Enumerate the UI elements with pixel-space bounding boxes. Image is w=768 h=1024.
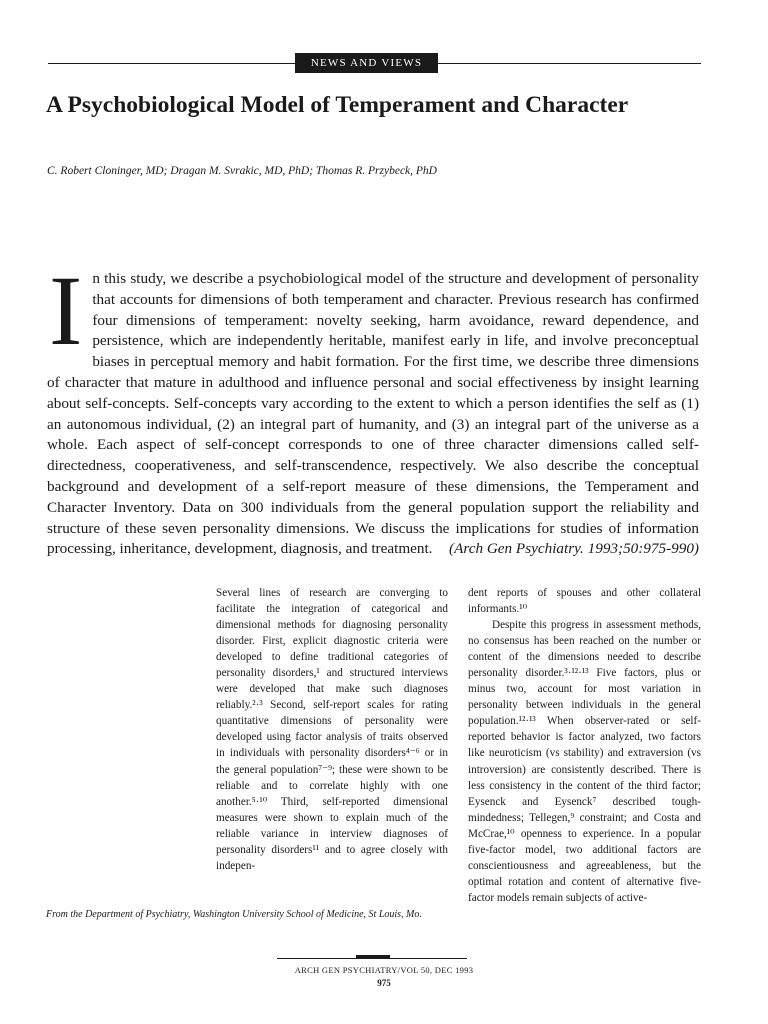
- body-column-right: [468, 585, 701, 906]
- author-list: C. Robert Cloninger, MD; Dragan M. Svrakic, MD, PhD; Thomas R. Przybeck, PhD: [47, 165, 437, 177]
- footer-rule: [277, 958, 467, 959]
- drop-cap: I: [49, 255, 83, 366]
- journal-info: ARCH GEN PSYCHIATRY/VOL 50, DEC 1993: [294, 965, 474, 975]
- section-label: NEWS AND VIEWS: [295, 53, 438, 73]
- abstract: [47, 255, 699, 560]
- article-title: A Psychobiological Model of Temperament and Character: [46, 92, 629, 118]
- page-number: 975: [377, 978, 391, 988]
- abstract-text: n this study, we describe a psychobiological model of the structure and development of personality that accounts for dimensions of both temperament and character. Previous research has confirmed four dimensions of temperament: novelty seeking, harm avoidance, reward dependence, and persistence, which are independently heritable, manifest early in life, and involve preconceptual biases in perceptual memory and habit formation. For the first time, we describe three dimensions of character that mature in adulthood and influence personal and social effectiveness by insight learning about self-concepts. Self-concepts vary according to the extent to which a person identifies the self as (1) an autonomous individual, (2) an integral part of humanity, and (3) an integral part of the universe as a whole. Each aspect of self-concept corresponds to one of three character dimensions called self-directedness, cooperativeness, and self-transcendence, respectively. We also describe the conceptual background and development of a self-report measure of these dimensions, the Temperament and Character Inventory. Data on 300 individuals from the general population support the reliability and structure of these seven personality dimensions. We discuss the implications for studies of information processing, inheritance, development, diagnosis, and treatment.: [47, 270, 699, 558]
- body-paragraph-continuation: dent reports of spouses and other collateral informants.¹⁰: [468, 587, 701, 616]
- body-paragraph: Despite this progress in assessment methods, no consensus has been reached on the number or content of the dimensions needed to describe personality disorder.³·¹²·¹³ Five factors, plus or minus two, account for most variation in personality between individuals in the general population.¹²·¹³ When observer-rated or self-reported behavior is factor analyzed, two factors like neuroticism (vs stability) and extraversion (vs introversion) are consistently described. There is less consistency in the content of the third factor; Eysenck and Eysenck⁷ described tough-mindedness; Tellegen,⁹ constraint; and Costa and McCrae,¹⁰ openness to experience. In a popular five-factor model, two additional factors are conscientiousness and agreeableness, but the optimal rotation and content of alternative five-factor models remain subjects of active-: [468, 619, 701, 904]
- body-paragraph: Several lines of research are converging to facilitate the integration of categorical and dimensional methods for diagnosing personality disorder. First, explicit diagnostic criteria were developed to define traditional categories of personality disorders,¹ and structured interviews were developed that make such diagnoses reliably.²·³ Second, self-report scales for rating quantitative dimensions of personality were developed using factor analysis of traits observed in individuals with personality disorders⁴⁻⁶ or in the general population⁷⁻⁹; these were shown to be reliable and to correlate highly with one another.⁵·¹⁰ Third, self-reported dimensional measures were shown to explain much of the reliable variance in interview diagnoses of personality disorders¹¹ and to agree closely with indepen-: [216, 587, 448, 872]
- affiliation-note: From the Department of Psychiatry, Washington University School of Medicine, St Louis, Mo.: [46, 909, 422, 920]
- citation: (Arch Gen Psychiatry. 1993;50:975-990): [449, 540, 699, 558]
- body-column-left: [216, 585, 448, 874]
